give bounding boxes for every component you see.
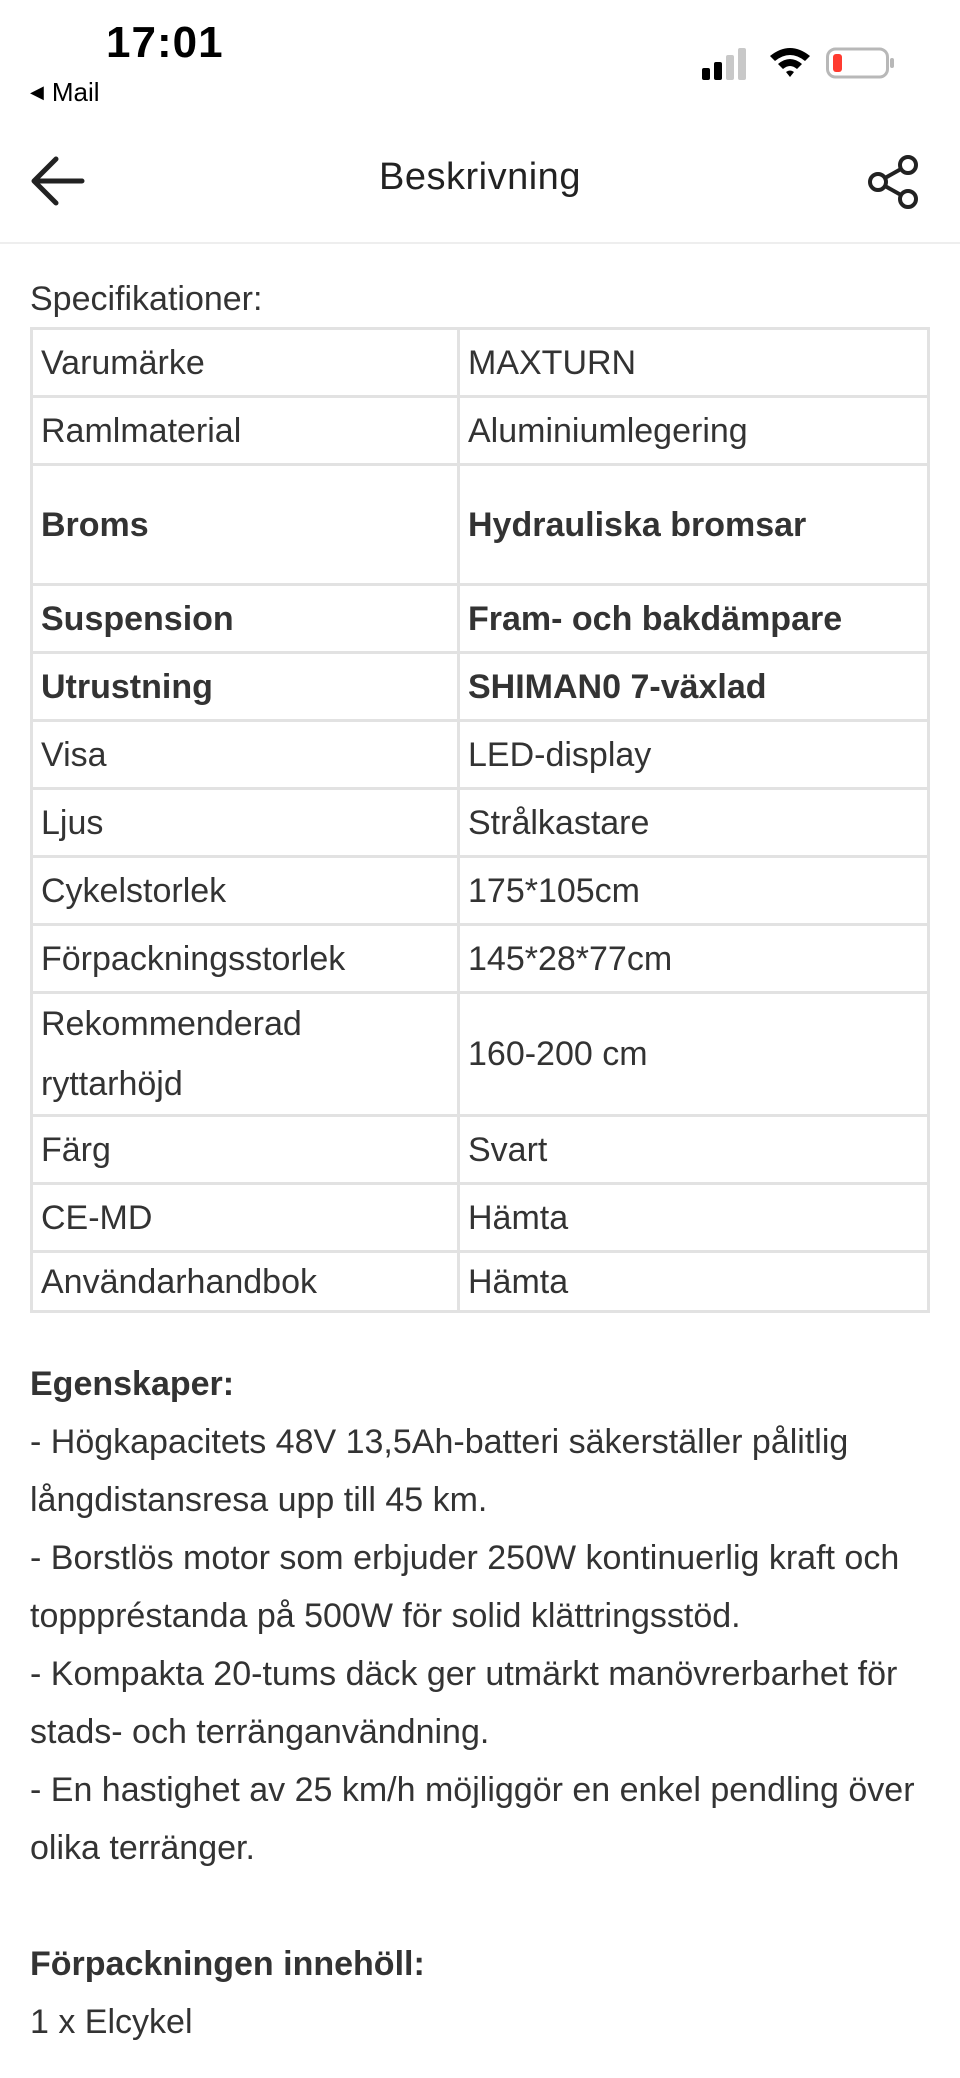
features-section bbox=[30, 1355, 930, 1877]
package-heading: Förpackningen innehöll: bbox=[30, 1945, 425, 1983]
spec-key: Broms bbox=[32, 465, 459, 585]
table-row bbox=[32, 653, 929, 721]
feature-item: - En hastighet av 25 km/h möjliggör en enkel pendling över olika terränger. bbox=[30, 1771, 915, 1867]
spec-value: LED-display bbox=[459, 721, 929, 789]
spec-value: 160-200 cm bbox=[459, 993, 929, 1116]
spec-value: Strålkastare bbox=[459, 789, 929, 857]
table-row bbox=[32, 721, 929, 789]
spec-value: Fram- och bakdämpare bbox=[459, 585, 929, 653]
spec-key: Förpackningsstorlek bbox=[32, 925, 459, 993]
feature-item: - Högkapacitets 48V 13,5Ah-batteri säkerställer pålitlig långdistansresa upp till 45 km. bbox=[30, 1423, 849, 1519]
spec-key: Rekommenderad ryttarhöjd bbox=[32, 993, 459, 1116]
back-app-label: Mail bbox=[51, 77, 100, 107]
spec-value: Aluminiumlegering bbox=[459, 397, 929, 465]
share-icon[interactable] bbox=[866, 154, 922, 210]
spec-key: Varumärke bbox=[32, 329, 459, 397]
spec-key: Ramlmaterial bbox=[32, 397, 459, 465]
package-item: 1 x Elcykel bbox=[30, 2003, 193, 2041]
back-triangle-icon: ◀ bbox=[30, 82, 44, 102]
back-to-mail-link[interactable] bbox=[30, 77, 100, 108]
battery-icon bbox=[826, 46, 896, 80]
wifi-icon bbox=[768, 44, 812, 80]
spec-key: Ljus bbox=[32, 789, 459, 857]
table-row bbox=[32, 585, 929, 653]
spec-value: SHIMAN0 7-växlad bbox=[459, 653, 929, 721]
spec-value-link[interactable]: Hämta bbox=[459, 1184, 929, 1252]
table-row bbox=[32, 1252, 929, 1312]
signal-icon bbox=[700, 48, 750, 80]
spec-value: Svart bbox=[459, 1116, 929, 1184]
spec-value-link[interactable]: Hämta bbox=[459, 1252, 929, 1312]
table-row bbox=[32, 1116, 929, 1184]
description-content bbox=[30, 242, 930, 2051]
nav-header bbox=[0, 120, 960, 244]
spec-key: Färg bbox=[32, 1116, 459, 1184]
spec-table bbox=[30, 327, 930, 1313]
spec-value: 145*28*77cm bbox=[459, 925, 929, 993]
spec-value: 175*105cm bbox=[459, 857, 929, 925]
spec-key: CE-MD bbox=[32, 1184, 459, 1252]
feature-item: - Borstlös motor som erbjuder 250W kontinuerlig kraft och topppréstanda på 500W för solid klättringsstöd. bbox=[30, 1539, 900, 1635]
table-row bbox=[32, 857, 929, 925]
table-row bbox=[32, 397, 929, 465]
page-title: Beskrivning bbox=[379, 156, 581, 198]
table-row bbox=[32, 993, 929, 1116]
table-row bbox=[32, 329, 929, 397]
table-row bbox=[32, 789, 929, 857]
status-bar bbox=[0, 0, 960, 120]
spec-key: Användarhandbok bbox=[32, 1252, 459, 1312]
table-row bbox=[32, 1184, 929, 1252]
spec-key: Cykelstorlek bbox=[32, 857, 459, 925]
feature-item: - Kompakta 20-tums däck ger utmärkt manövrerbarhet för stads- och terränganvändning. bbox=[30, 1655, 898, 1751]
spec-key: Utrustning bbox=[32, 653, 459, 721]
status-time: 17:01 bbox=[106, 18, 224, 67]
features-heading: Egenskaper: bbox=[30, 1365, 235, 1403]
table-row bbox=[32, 925, 929, 993]
package-section bbox=[30, 1935, 930, 2051]
table-row bbox=[32, 465, 929, 585]
spec-key: Suspension bbox=[32, 585, 459, 653]
spec-value: Hydrauliska bromsar bbox=[459, 465, 929, 585]
spec-key: Visa bbox=[32, 721, 459, 789]
spec-heading: Specifikationer: bbox=[30, 280, 263, 318]
spec-value: MAXTURN bbox=[459, 329, 929, 397]
